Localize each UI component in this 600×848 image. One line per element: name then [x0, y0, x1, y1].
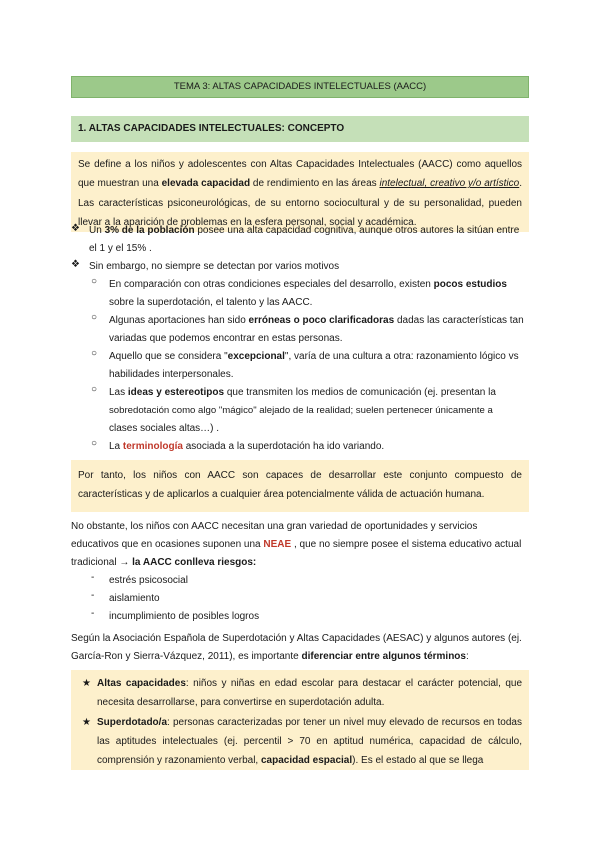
term-altas-capacidades [78, 674, 522, 713]
circle-bullet-icon: ○ [91, 312, 98, 323]
no-obstante-line3 [71, 554, 256, 572]
definition-text: Se define a los niños y adolescentes con Altas Capacidades Intelectuales (AACC) como aquellos que muestran una [78, 159, 522, 190]
aesac-bold: diferenciar entre algunos términos [301, 651, 466, 662]
star-bullet-icon: ★ [82, 678, 91, 689]
sub-text: Aquello que se considera " [109, 351, 228, 362]
sub-text: En comparación con otras condiciones especiales del desarrollo, existen [109, 279, 434, 290]
bullet-bold: 3% de la población [104, 225, 195, 236]
sub-text-b: dadas las características tan [394, 315, 524, 326]
sub-estudios [109, 276, 529, 294]
sub-text-b: asociada a la superdotación ha ido variando. [182, 441, 385, 452]
risk-item: incumplimiento de posibles logros [109, 611, 260, 622]
aesac-line2 [71, 648, 529, 666]
sub-erroneas [109, 312, 529, 330]
sub-text: Las [109, 387, 128, 398]
section-heading: 1. ALTAS CAPACIDADES INTELECTUALES: CONCEPTO [71, 116, 529, 142]
definition-text-c: . Las características psiconeurológicas, de su entorno sociocultural y de su personalidad, pueden llevar a la aparición de problemas en la esfera personal, social y académica. [78, 178, 522, 228]
risk-item: estrés psicosocial [109, 575, 188, 586]
bullet-motivos: Sin embargo, no siempre se detectan por varios motivos [89, 261, 340, 272]
riesgos-heading: la AACC conlleva riesgos: [132, 557, 257, 568]
aesac-line1: Según la Asociación Española de Superdotación y Altas Capacidades (AESAC) y algunos autores (ej. [71, 633, 522, 644]
circle-bullet-icon: ○ [91, 276, 98, 287]
no-obstante-text: tradicional → [71, 557, 133, 568]
conclusion-box: Por tanto, los niños con AACC son capaces de desarrollar este conjunto compuesto de características y de aplicarlos a cualquier área potencialmente válida de actuación humana. [71, 460, 529, 512]
term-superdotado [78, 713, 522, 771]
risk-item: aislamiento [109, 593, 160, 604]
sub-excepcional-line2: habilidades interpersonales. [109, 369, 234, 380]
diamond-bullet-icon: ❖ [71, 259, 80, 270]
term-definition: : niños y niñas en edad escolar para destacar el carácter potencial, que necesita desarrollarse, para convertirse en superdotación adulta. [97, 678, 522, 709]
aesac-colon: : [465, 651, 469, 662]
sub-text-b: que transmiten los medios de comunicación (ej. presentan la [224, 387, 496, 398]
term-label: Altas capacidades [97, 678, 186, 689]
sub-erroneas-line2: variadas que podemos encontrar en estas personas. [109, 333, 343, 344]
sub-bold: excepcional [227, 351, 285, 362]
term-bold-inline: capacidad espacial [260, 755, 353, 767]
no-obstante-line1: No obstante, los niños con AACC necesitan una gran variedad de oportunidades y servicios [71, 521, 478, 532]
term-definition-end: ). Es el estado al que se llega [352, 755, 484, 767]
sub-bold: pocos estudios [433, 279, 507, 290]
circle-bullet-icon: ○ [91, 384, 98, 395]
sub-estereotipos [109, 384, 529, 402]
definition-box [71, 152, 529, 232]
diamond-bullet-icon: ❖ [71, 223, 80, 234]
bullet-poblacion [89, 222, 529, 240]
no-obstante-line2 [71, 536, 529, 554]
sub-excepcional [109, 348, 529, 366]
sub-estudios-line2: sobre la superdotación, el talento y las AACC. [109, 297, 313, 308]
definition-bold: elevada capacidad [161, 178, 251, 190]
sub-bold: ideas y estereotipos [127, 387, 225, 398]
dash-bullet-icon: - [91, 608, 95, 619]
circle-bullet-icon: ○ [91, 348, 98, 359]
sub-text: La [109, 441, 123, 452]
dash-bullet-icon: - [91, 590, 95, 601]
sub-estereotipos-line3: clases sociales altas…) . [109, 423, 220, 434]
dash-bullet-icon: - [91, 572, 95, 583]
bullet-poblacion-line2: el 1 y el 15% . [89, 243, 152, 254]
definition-areas: intelectual, creativo y/o artístico [379, 178, 520, 190]
bullet-text-b: posee una alta capacidad cognitiva, aunque otros autores la sitúan entre [194, 225, 520, 236]
no-obstante-text: educativos que en ocasiones suponen una [71, 539, 264, 550]
document-title: TEMA 3: ALTAS CAPACIDADES INTELECTUALES (AACC) [71, 76, 529, 98]
sub-bold: erróneas o poco clarificadoras [248, 315, 395, 326]
star-bullet-icon: ★ [82, 716, 91, 728]
sub-terminologia [109, 438, 384, 456]
term-definition: : personas caracterizadas por tener un nivel muy elevado de recursos en todas las aptitudes intelectuales (ej. percentil > 70 en aptitud numérica, capacidad de cálculo, comprensión y razonamiento verbal, [97, 716, 522, 767]
sub-estereotipos-line2: sobredotación como algo "mágico" alejado de la realidad; suelen pertenecer únicamente a [109, 405, 493, 416]
definition-text-b: de rendimiento en las áreas [250, 178, 380, 190]
terms-box [71, 670, 529, 770]
terminologia-term: terminología [122, 441, 183, 452]
circle-bullet-icon: ○ [91, 438, 98, 449]
sub-text-b: ", varía de una cultura a otra: razonamiento lógico vs [284, 351, 519, 362]
aesac-text: García-Ron y Sierra-Vázquez, 2011), es importante [71, 651, 302, 662]
term-label: Superdotado/a [97, 716, 168, 728]
bullet-text: Un [89, 225, 105, 236]
neae-term: NEAE [263, 539, 292, 550]
no-obstante-text-b: , que no siempre posee el sistema educativo actual [291, 539, 522, 550]
sub-text: Algunas aportaciones han sido [109, 315, 249, 326]
